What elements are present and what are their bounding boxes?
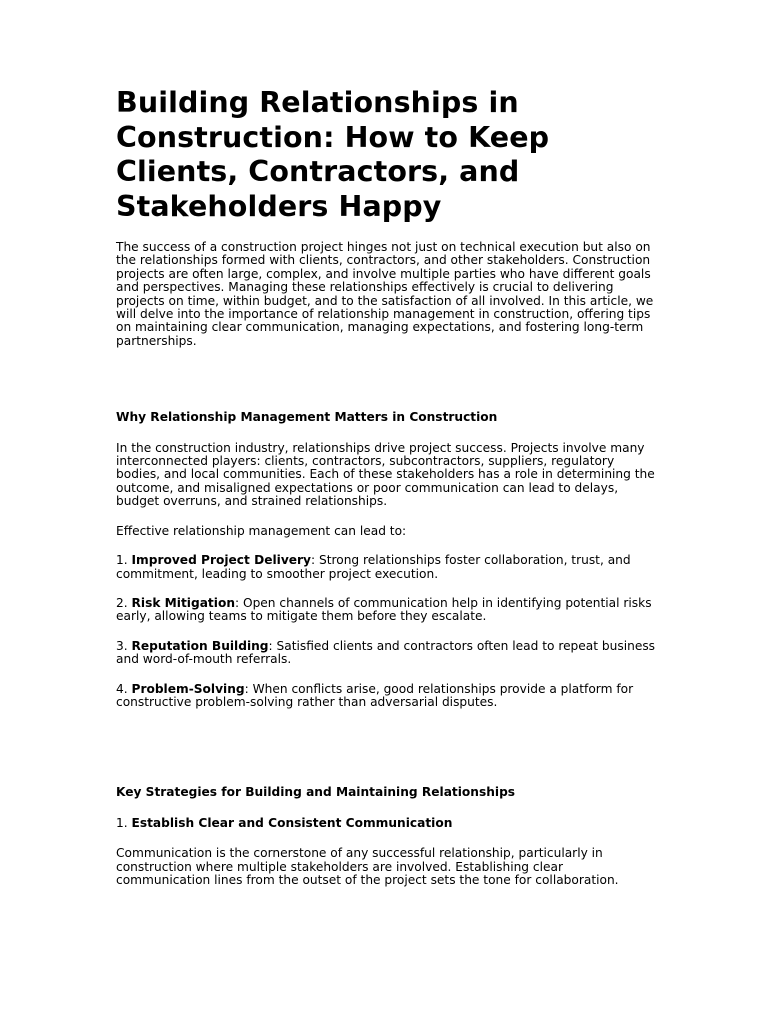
- section1-lead-in: Effective relationship management can lead to:: [116, 523, 407, 538]
- list-term: Improved Project Delivery: [131, 553, 311, 568]
- list-item: [116, 640, 656, 667]
- list-number: 3.: [116, 638, 132, 653]
- list-text: : Satisfied clients and contractors often lead to repeat business and word-of-mouth referrals.: [116, 638, 656, 667]
- document-page: [116, 86, 656, 887]
- list-text: : Open channels of communication help in identifying potential risks early, allowing teams to mitigate them before they escalate.: [116, 595, 652, 624]
- document-title: Building Relationships in Construction: How to Keep Clients, Contractors, and Stakeholders Happy: [116, 86, 550, 223]
- list-text: : When conflicts arise, good relationships provide a platform for constructive problem-solving rather than adversarial disputes.: [116, 681, 634, 709]
- list-item: [116, 554, 656, 581]
- section-heading-why: Why Relationship Management Matters in Construction: [116, 410, 498, 425]
- section-heading-strategies: Key Strategies for Building and Maintaining Relationships: [116, 785, 516, 800]
- subheading-number: 1.: [116, 815, 132, 830]
- list-term: Risk Mitigation: [131, 595, 235, 610]
- intro-paragraph: The success of a construction project hinges not just on technical execution but also on the relationships formed with clients, contractors, and other stakeholders. Construction projects are often large, complex, and involve multiple parties who have different goals and perspectives. Managing these relationships effectively is crucial to delivering projects on time, within budget, and to the satisfaction of all involved. In this article, we will delve into the importance of relationship management in construction, offering tips on maintaining clear communication, managing expectations, and fostering long-term partnerships.: [116, 240, 654, 348]
- list-text: : Strong relationships foster collaboration, trust, and commitment, leading to smoother project execution.: [116, 553, 631, 581]
- list-number: 4.: [116, 681, 132, 696]
- list-term: Problem-Solving: [131, 681, 245, 696]
- list-number: 2.: [116, 595, 132, 610]
- list-term: Reputation Building: [131, 638, 269, 653]
- subheading-text: Establish Clear and Consistent Communication: [131, 815, 453, 830]
- subheading: [116, 817, 656, 830]
- section2-paragraph: Communication is the cornerstone of any successful relationship, particularly in construction where multiple stakeholders are involved. Establishing clear communication lines from the outset of the project sets the tone for collaboration.: [116, 846, 619, 887]
- list-item: [116, 683, 656, 710]
- list-item: [116, 597, 656, 624]
- list-number: 1.: [116, 553, 132, 568]
- section-spacer: [116, 709, 656, 786]
- section1-paragraph: In the construction industry, relationships drive project success. Projects involve many interconnected players: clients, contractors, subcontractors, suppliers, regulatory bodies, and local communities. Each of these stakeholders has a role in determining the outcome, and misaligned expectations or poor communication can lead to delays, budget overruns, and strained relationships.: [116, 440, 655, 509]
